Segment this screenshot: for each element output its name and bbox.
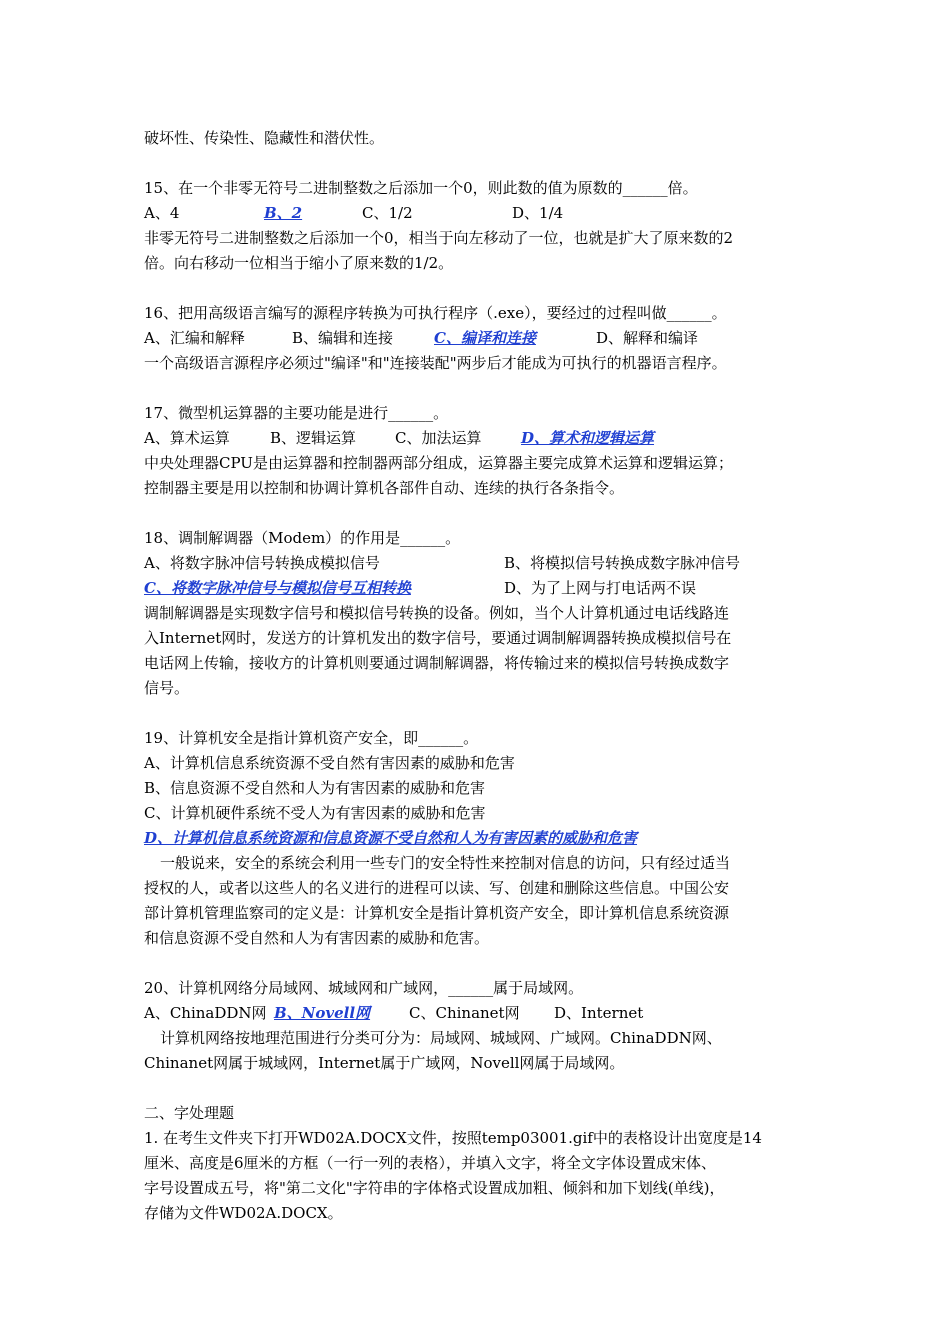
section2-line: 字号设置成五号，将"第二文化"字符串的字体格式设置成加粗、倾斜和加下划线(单线)，	[144, 1179, 725, 1197]
q19-question: 19、计算机安全是指计算机资产安全，即______。	[144, 729, 479, 747]
q19-explanation-line: 部计算机管理监察司的定义是：计算机安全是指计算机资产安全，即计算机信息系统资源	[144, 904, 730, 922]
q15-explanation-line: 倍。向右移动一位相当于缩小了原来数的1/2。	[144, 254, 454, 272]
q16-option-b: B、编辑和连接	[292, 329, 394, 347]
q17-option-d-answer: D、算术和逻辑运算	[521, 429, 655, 447]
q20-question: 20、计算机网络分局域网、城域网和广域网，______属于局域网。	[144, 979, 584, 997]
q20-option-b-answer: B、Novell网	[274, 1004, 371, 1022]
q15-option-d: D、1/4	[512, 204, 564, 222]
section2-title: 二、字处理题	[144, 1104, 235, 1122]
q17-option-c: C、加法运算	[395, 429, 482, 447]
q18-option-d: D、为了上网与打电话两不误	[504, 579, 697, 597]
q18-explanation-line: 信号。	[144, 679, 190, 697]
q18-question: 18、调制解调器（Modem）的作用是______。	[144, 529, 461, 547]
q17-option-a: A、算术运算	[144, 429, 230, 447]
q20-explanation-line: 计算机网络按地理范围进行分类可分为：局域网、城域网、广域网。ChinaDDN网、	[160, 1029, 722, 1047]
q15-option-a: A、4	[144, 204, 180, 222]
q20-option-c: C、Chinanet网	[409, 1004, 520, 1022]
q19-option-d-answer: D、计算机信息系统资源和信息资源不受自然和人为有害因素的威胁和危害	[144, 829, 638, 847]
q16-option-c-answer: C、编译和连接	[434, 329, 536, 347]
q19-explanation-line: 一般说来，安全的系统会利用一些专门的安全特性来控制对信息的访问，只有经过适当	[160, 854, 731, 872]
q19-option-a: A、计算机信息系统资源不受自然有害因素的威胁和危害	[144, 754, 515, 772]
q17-explanation-line: 中央处理器CPU是由运算器和控制器两部分组成，运算器主要完成算术运算和逻辑运算；	[144, 454, 733, 472]
q17-option-b: B、逻辑运算	[270, 429, 357, 447]
q16-option-d: D、解释和编译	[596, 329, 699, 347]
q18-explanation-line: 调制解调器是实现数字信号和模拟信号转换的设备。例如，当个人计算机通过电话线路连	[144, 604, 730, 622]
q18-explanation-line: 入Internet网时，发送方的计算机发出的数字信号，要通过调制解调器转换成模拟信号在	[144, 629, 732, 647]
q18-option-c-answer: C、将数字脉冲信号与模拟信号互相转换	[144, 579, 411, 597]
q19-option-c: C、计算机硬件系统不受人为有害因素的威胁和危害	[144, 804, 486, 822]
q16-question: 16、把用高级语言编写的源程序转换为可执行程序（.exe），要经过的过程叫做______。	[144, 304, 727, 322]
q18-explanation-line: 电话网上传输，接收方的计算机则要通过调制解调器，将传输过来的模拟信号转换成数字	[144, 654, 730, 672]
q20-option-d: D、Internet	[554, 1004, 644, 1022]
q19-explanation-line: 授权的人，或者以这些人的名义进行的进程可以读、写、创建和删除这些信息。中国公安	[144, 879, 730, 897]
q16-option-a: A、汇编和解释	[144, 329, 245, 347]
q16-explanation-line: 一个高级语言源程序必须过"编译"和"连接装配"两步后才能成为可执行的机器语言程序。	[144, 354, 727, 372]
section2-line: 厘米、高度是6厘米的方框（一行一列的表格），并填入文字，将全文字体设置成宋体、	[144, 1154, 717, 1172]
q17-explanation-line: 控制器主要是用以控制和协调计算机各部件自动、连续的执行各条指令。	[144, 479, 625, 497]
q20-option-a: A、ChinaDDN网	[144, 1004, 267, 1022]
q19-explanation-line: 和信息资源不受自然和人为有害因素的威胁和危害。	[144, 929, 490, 947]
q15-option-b-answer: B、2	[264, 204, 303, 222]
section2-line: 1. 在考生文件夹下打开WD02A.DOCX文件，按照temp03001.gif中的表格设计出宽度是14	[144, 1129, 762, 1147]
q17-question: 17、微型机运算器的主要功能是进行______。	[144, 404, 449, 422]
q15-question: 15、在一个非零无符号二进制整数之后添加一个0，则此数的值为原数的______倍。	[144, 179, 698, 197]
section2-line: 存储为文件WD02A.DOCX。	[144, 1204, 343, 1222]
q18-option-a: A、将数字脉冲信号转换成模拟信号	[144, 554, 380, 572]
intro-text: 破坏性、传染性、隐藏性和潜伏性。	[144, 129, 385, 147]
q18-option-b: B、将模拟信号转换成数字脉冲信号	[504, 554, 741, 572]
q20-explanation-line: Chinanet网属于城域网，Internet属于广域网，Novell网属于局域网。	[144, 1054, 625, 1072]
q15-option-c: C、1/2	[362, 204, 413, 222]
q19-option-b: B、信息资源不受自然和人为有害因素的威胁和危害	[144, 779, 486, 797]
q15-explanation-line: 非零无符号二进制整数之后添加一个0，相当于向左移动了一位，也就是扩大了原来数的2	[144, 229, 734, 247]
